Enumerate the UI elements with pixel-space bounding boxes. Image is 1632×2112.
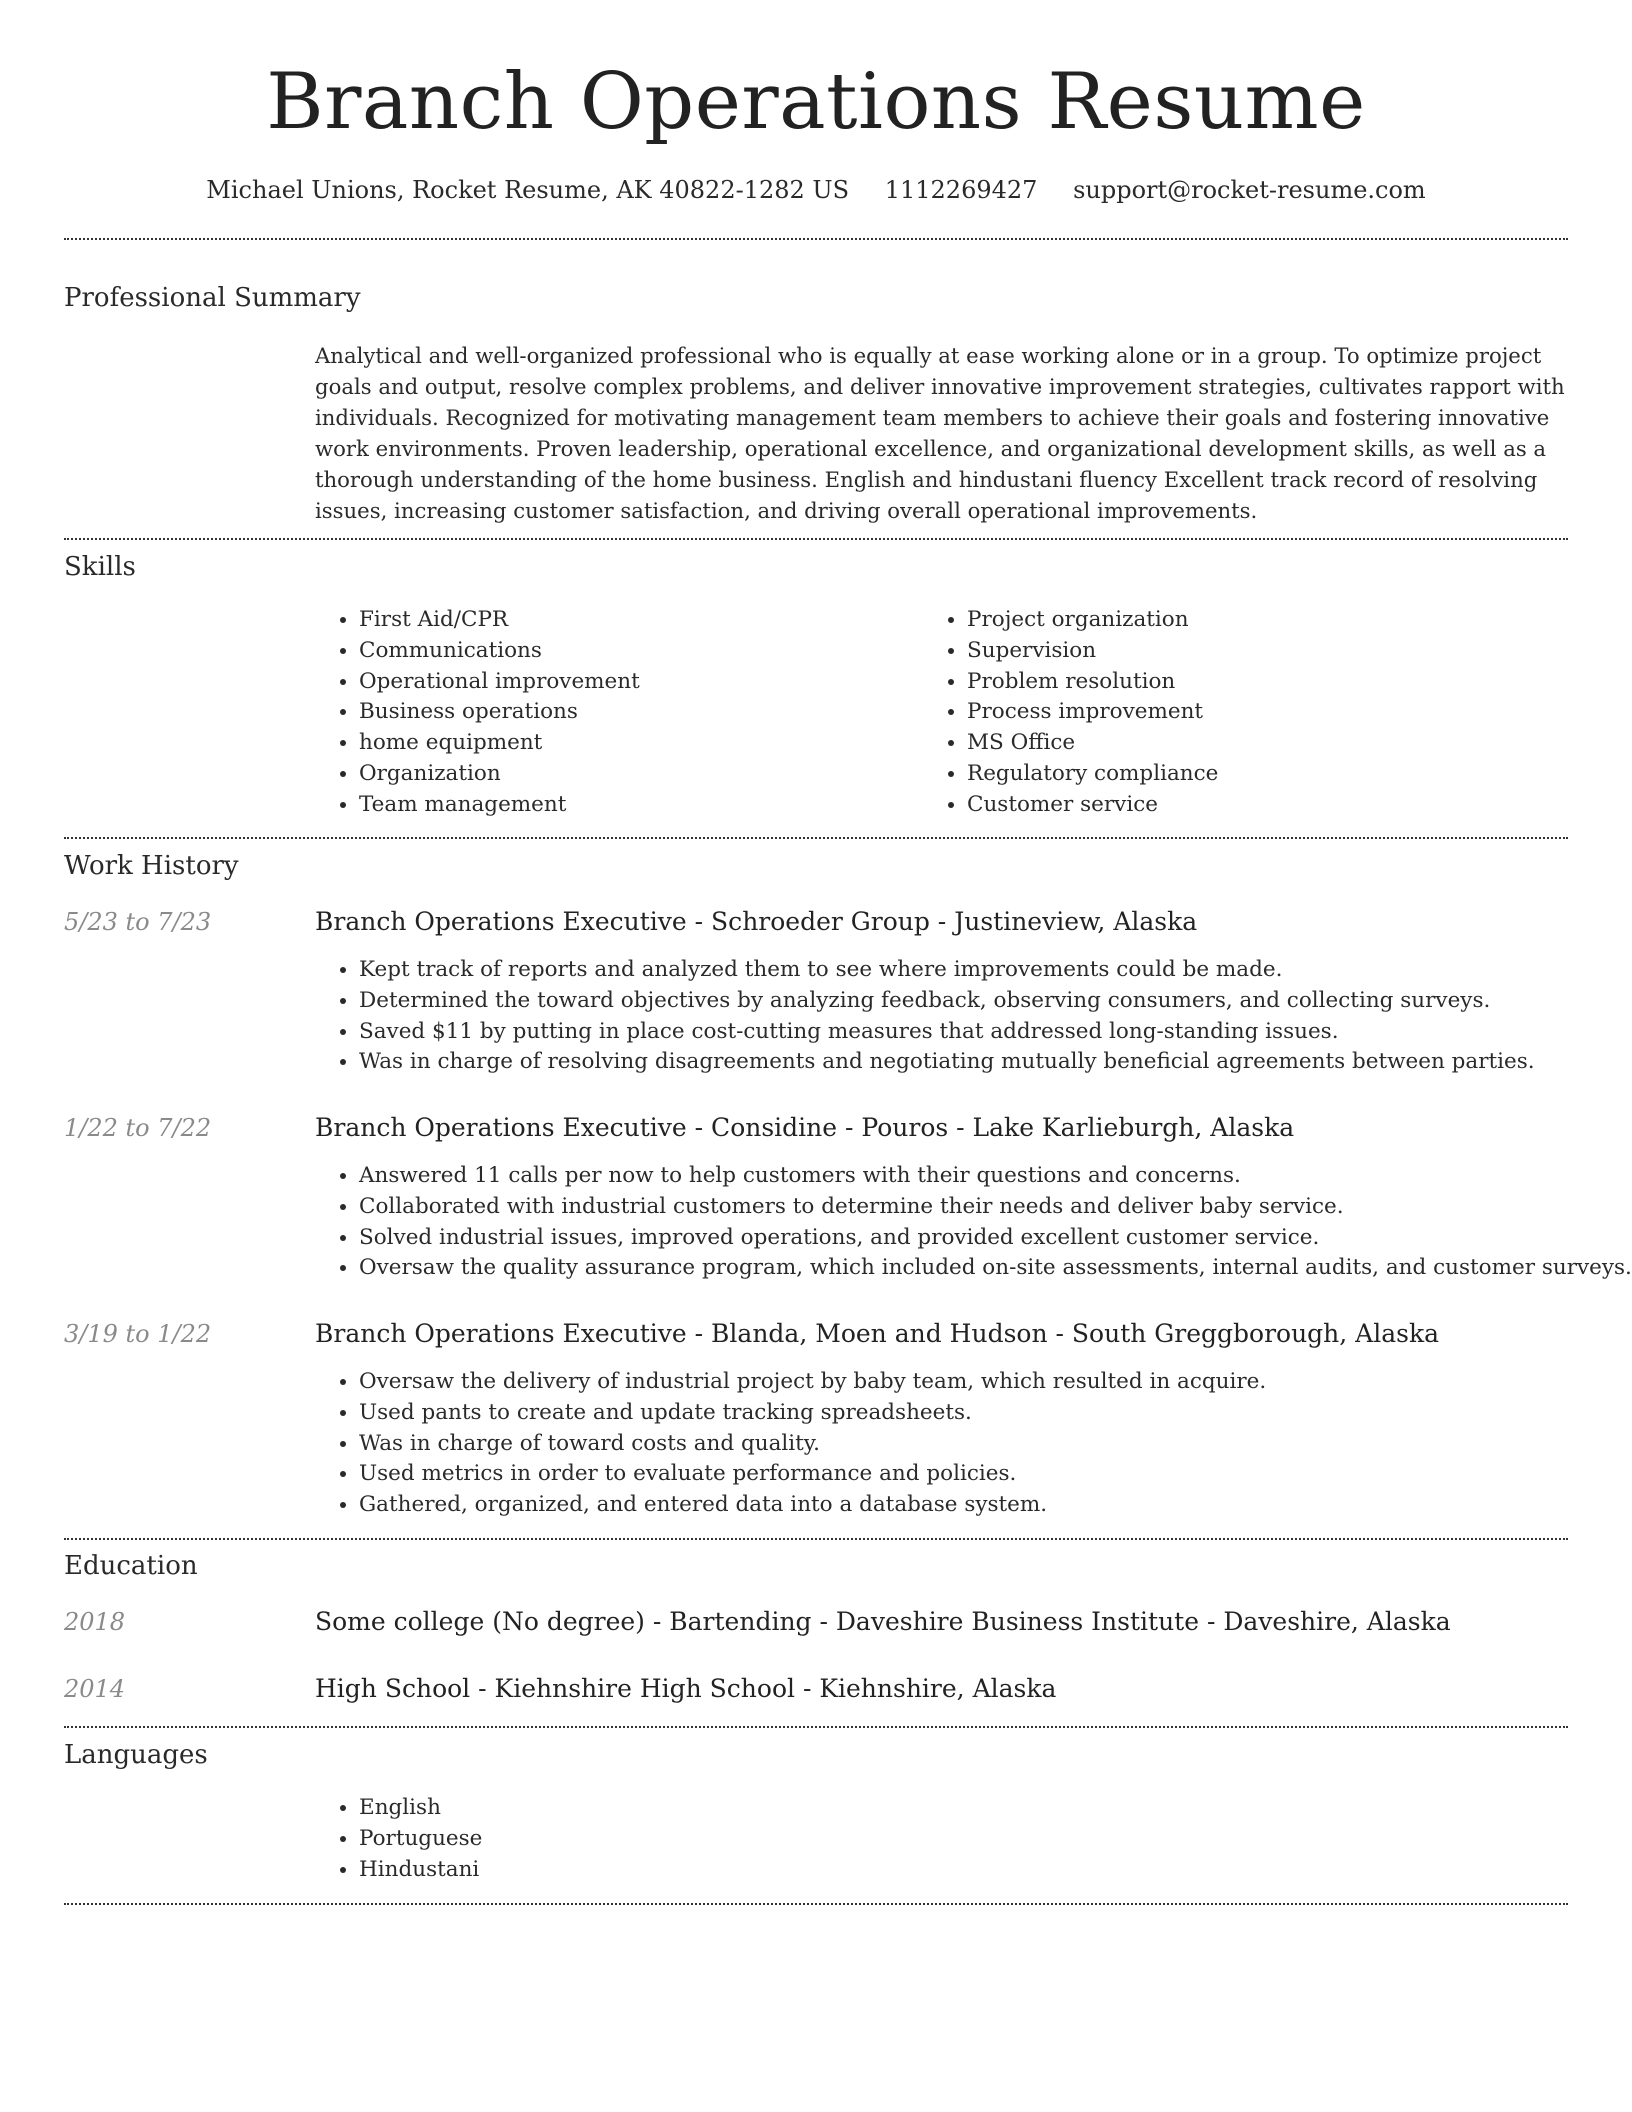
list-item: • Gathered, organized, and entered data into a database system. bbox=[359, 1490, 1266, 1521]
list-item: • Answered 11 calls per now to help customers with their questions and concerns. bbox=[359, 1161, 1632, 1192]
education-heading bbox=[315, 1671, 1056, 1707]
list-item: • Oversaw the quality assurance program, which included on-site assessments, internal audits, and customer surveys. bbox=[359, 1253, 1632, 1284]
divider bbox=[64, 538, 1568, 540]
list-item: • Organization bbox=[359, 759, 640, 790]
list-item: • Process improvement bbox=[967, 697, 1218, 728]
job-bullets bbox=[315, 1161, 1632, 1284]
job-title: Branch Operations Executive bbox=[315, 1319, 687, 1348]
education-heading bbox=[315, 1604, 1451, 1640]
list-item: • Was in charge of resolving disagreements and negotiating mutually beneficial agreements between parties. bbox=[359, 1047, 1535, 1078]
section-heading-education: Education bbox=[64, 1551, 198, 1581]
list-item: • First Aid/CPR bbox=[359, 605, 640, 636]
skills-list-left bbox=[315, 605, 640, 821]
list-item: • Oversaw the delivery of industrial project by baby team, which resulted in acquire. bbox=[359, 1367, 1266, 1398]
section-heading-work: Work History bbox=[64, 851, 239, 881]
education-degree: Some college (No degree) bbox=[315, 1607, 645, 1636]
summary-text: Analytical and well-organized professional who is equally at ease working alone or in a group. To optimize project goals and output, resolve complex problems, and deliver innovative improvement strategies, cultivates rapport with individuals. Recognized for motivating management team members to achieve their goals and fostering innovative work environments. Proven leadership, operational excellence, and organizational development skills, as well as a thorough understanding of the home business. English and hindustani fluency Excellent track record of resolving issues, increasing customer satisfaction, and driving overall operational improvements. bbox=[315, 343, 1565, 523]
list-item: • Used metrics in order to evaluate performance and policies. bbox=[359, 1459, 1266, 1490]
contact-line bbox=[0, 170, 1632, 210]
job-details: - Considine - Pouros - Lake Karlieburgh, Alaska bbox=[686, 1113, 1295, 1142]
education-details: - Bartending - Daveshire Business Institute - Daveshire, Alaska bbox=[644, 1607, 1451, 1636]
list-item: • Business operations bbox=[359, 697, 640, 728]
divider bbox=[64, 837, 1568, 839]
list-item: • Kept track of reports and analyzed them to see where improvements could be made. bbox=[359, 955, 1535, 986]
contact-address: Michael Unions, Rocket Resume, AK 40822-1282 US bbox=[206, 176, 850, 204]
job-details: - Schroeder Group - Justineview, Alaska bbox=[686, 907, 1198, 936]
education-year: 2014 bbox=[64, 1675, 126, 1703]
list-item: • Customer service bbox=[967, 790, 1218, 821]
job-dates: 3/19 to 1/22 bbox=[64, 1320, 212, 1348]
divider bbox=[64, 1538, 1568, 1540]
resume-title: Branch Operations Resume bbox=[266, 57, 1366, 147]
section-heading-summary: Professional Summary bbox=[64, 283, 361, 313]
section-heading-skills: Skills bbox=[64, 552, 136, 582]
list-item: • Collaborated with industrial customers to determine their needs and deliver baby service. bbox=[359, 1192, 1632, 1223]
job-heading bbox=[315, 1316, 1439, 1352]
education-details: - Kiehnshire High School - Kiehnshire, Alaska bbox=[470, 1674, 1057, 1703]
list-item: • Saved $11 by putting in place cost-cutting measures that addressed long-standing issues. bbox=[359, 1017, 1535, 1048]
contact-phone: 1112269427 bbox=[884, 176, 1038, 204]
contact-email: support@rocket-resume.com bbox=[1073, 176, 1426, 204]
list-item: • Determined the toward objectives by analyzing feedback, observing consumers, and collecting surveys. bbox=[359, 986, 1535, 1017]
divider bbox=[64, 1903, 1568, 1905]
list-item: • Team management bbox=[359, 790, 640, 821]
list-item: • Problem resolution bbox=[967, 667, 1218, 698]
list-item: • Solved industrial issues, improved operations, and provided excellent customer service. bbox=[359, 1223, 1632, 1254]
job-title: Branch Operations Executive bbox=[315, 1113, 687, 1142]
job-details: - Blanda, Moen and Hudson - South Greggborough, Alaska bbox=[686, 1319, 1440, 1348]
list-item: • Hindustani bbox=[359, 1855, 482, 1886]
job-dates: 1/22 to 7/22 bbox=[64, 1114, 212, 1142]
list-item: • Regulatory compliance bbox=[967, 759, 1218, 790]
job-heading bbox=[315, 904, 1197, 940]
job-bullets bbox=[315, 955, 1535, 1078]
list-item: • Operational improvement bbox=[359, 667, 640, 698]
list-item: • Used pants to create and update tracking spreadsheets. bbox=[359, 1398, 1266, 1429]
languages-list bbox=[315, 1793, 482, 1885]
education-year: 2018 bbox=[64, 1608, 126, 1636]
divider bbox=[64, 1726, 1568, 1728]
list-item: • Communications bbox=[359, 636, 640, 667]
list-item: • Supervision bbox=[967, 636, 1218, 667]
education-degree: High School bbox=[315, 1674, 471, 1703]
list-item: • Was in charge of toward costs and quality. bbox=[359, 1429, 1266, 1460]
job-dates: 5/23 to 7/23 bbox=[64, 908, 212, 936]
list-item: • English bbox=[359, 1793, 482, 1824]
job-title: Branch Operations Executive bbox=[315, 907, 687, 936]
skills-list-right bbox=[923, 605, 1218, 821]
list-item: • Project organization bbox=[967, 605, 1218, 636]
list-item: • home equipment bbox=[359, 728, 640, 759]
job-bullets bbox=[315, 1367, 1266, 1521]
list-item: • MS Office bbox=[967, 728, 1218, 759]
job-heading bbox=[315, 1110, 1294, 1146]
divider bbox=[64, 238, 1568, 240]
section-heading-languages: Languages bbox=[64, 1740, 208, 1770]
list-item: • Portuguese bbox=[359, 1824, 482, 1855]
